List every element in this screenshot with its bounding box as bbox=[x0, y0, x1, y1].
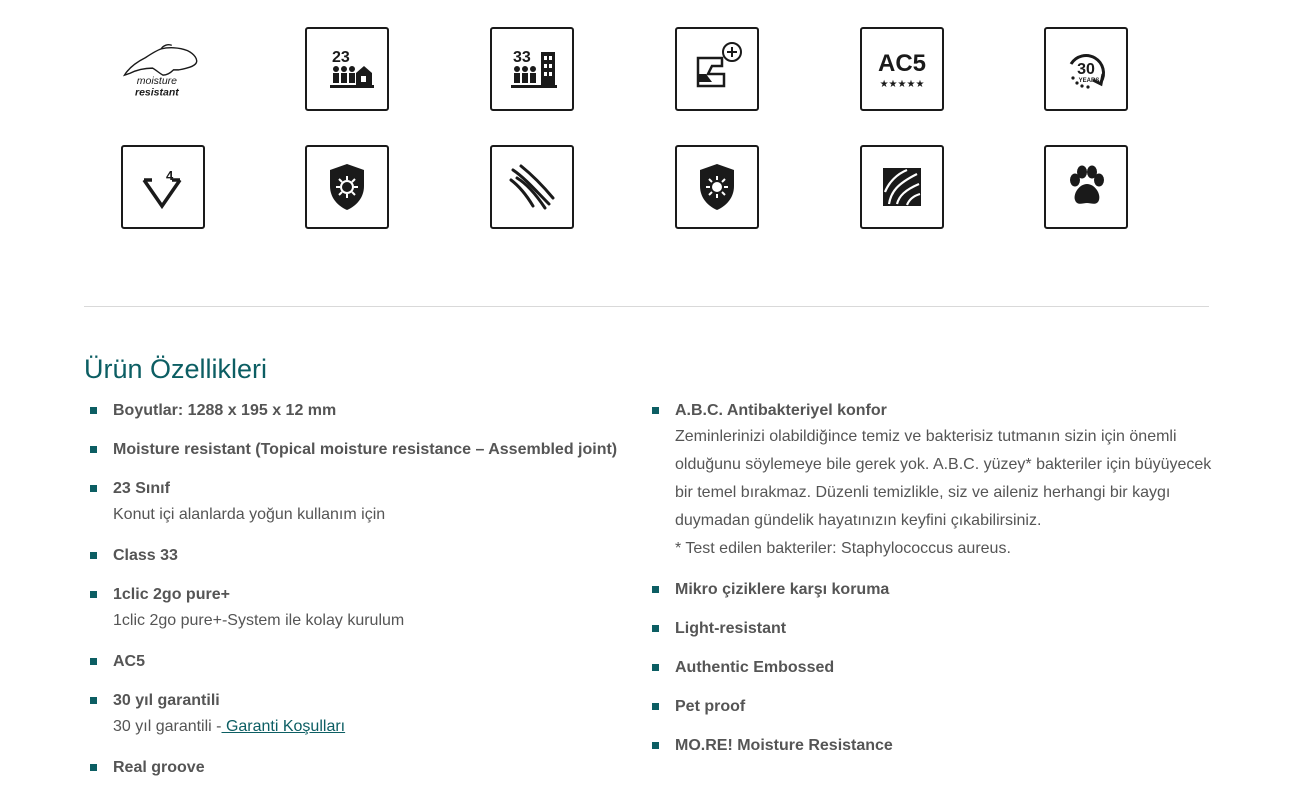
class-23-residential-icon bbox=[305, 27, 389, 111]
feature-description: 1clic 2go pure+-System ile kolay kurulum bbox=[113, 612, 405, 629]
feature-title: Mikro çiziklere karşı koruma bbox=[675, 581, 890, 598]
warranty-30-years-icon bbox=[1044, 27, 1128, 111]
ac5-label: AC5 bbox=[877, 50, 927, 77]
feature-title: 30 yıl garantili bbox=[113, 692, 220, 709]
section-divider bbox=[84, 306, 1209, 307]
feature-title: Moisture resistant (Topical moisture resistance – Assembled joint) bbox=[113, 441, 618, 458]
feature-item-class-23 bbox=[90, 476, 650, 529]
class-33-number: 33 bbox=[513, 49, 531, 66]
features-list-right bbox=[652, 398, 1212, 758]
feature-footnote: * Test edilen bakteriler: Staphylococcus aureus. bbox=[675, 540, 1011, 557]
feature-description: Konut içi alanlarda yoğun kullanım için bbox=[113, 506, 386, 523]
feature-item-moisture-resistant bbox=[90, 437, 650, 462]
warranty-number: 30 bbox=[1077, 61, 1095, 78]
feature-item-warranty bbox=[90, 688, 650, 741]
bullet-square bbox=[90, 446, 97, 453]
warranty-desc-text: 30 yıl garantili - bbox=[113, 718, 222, 735]
class-23-number: 23 bbox=[332, 49, 350, 66]
click-installation-icon bbox=[675, 27, 759, 111]
feature-item-light-resistant bbox=[652, 616, 1212, 641]
feature-description bbox=[113, 713, 650, 741]
feature-item-micro-scratch bbox=[652, 577, 1212, 602]
bullet-square bbox=[652, 407, 659, 414]
warranty-unit: YEARS bbox=[1078, 78, 1100, 84]
bullet-square bbox=[652, 664, 659, 671]
feature-item-click-system bbox=[90, 582, 650, 635]
moisture-resistant-badge-icon bbox=[121, 27, 205, 111]
pet-proof-paw-icon bbox=[1044, 145, 1128, 229]
feature-title: Class 33 bbox=[113, 547, 178, 564]
bullet-square bbox=[652, 625, 659, 632]
feature-title: 1clic 2go pure+ bbox=[113, 586, 230, 603]
feature-title: MO.RE! Moisture Resistance bbox=[675, 737, 893, 754]
bullet-square bbox=[652, 586, 659, 593]
feature-item-class-33 bbox=[90, 543, 650, 568]
bullet-square bbox=[90, 764, 97, 771]
authentic-embossed-icon bbox=[860, 145, 944, 229]
feature-title: A.B.C. Antibakteriyel konfor bbox=[675, 402, 887, 419]
bullet-square bbox=[652, 703, 659, 710]
feature-item-antibacterial bbox=[652, 398, 1212, 563]
feature-item-authentic-embossed bbox=[652, 655, 1212, 680]
feature-item-pet-proof bbox=[652, 694, 1212, 719]
ac5-stars: ★★★★★ bbox=[879, 79, 925, 90]
feature-title: AC5 bbox=[113, 653, 146, 670]
feature-title: Boyutlar: 1288 x 195 x 12 mm bbox=[113, 402, 337, 419]
antibacterial-shield-icon bbox=[305, 145, 389, 229]
warranty-terms-link[interactable]: Garanti Koşulları bbox=[221, 718, 346, 735]
bullet-square bbox=[90, 485, 97, 492]
feature-item-dimensions bbox=[90, 398, 650, 423]
v4-bevel-icon bbox=[121, 145, 205, 229]
feature-item-real-groove bbox=[90, 755, 650, 780]
section-title: Ürün Özellikleri bbox=[84, 354, 268, 384]
bullet-square bbox=[90, 591, 97, 598]
features-list-left bbox=[90, 398, 650, 780]
feature-item-more-moisture bbox=[652, 733, 1212, 758]
moisture-badge-line2: resistant bbox=[135, 86, 179, 99]
ac5-abrasion-icon bbox=[860, 27, 944, 111]
feature-icon-grid bbox=[0, 0, 1308, 240]
bullet-square bbox=[90, 407, 97, 414]
bullet-square bbox=[652, 742, 659, 749]
bullet-square bbox=[90, 697, 97, 704]
light-resistant-shield-icon bbox=[675, 145, 759, 229]
feature-title: 23 Sınıf bbox=[113, 480, 170, 497]
feature-title: Real groove bbox=[113, 759, 205, 776]
feature-item-ac5 bbox=[90, 649, 650, 674]
feature-title: Light-resistant bbox=[675, 620, 787, 637]
moisture-badge-line1: moisture bbox=[136, 74, 178, 87]
feature-description: Zeminlerinizi olabildiğince temiz ve bakterisiz tutmanın sizin için önemli olduğunu söylemeye bile gerek yok. A.B.C. yüzey* bakteriler için büyüyecek bir temel bırakmaz. Düzenli temizlikle, siz ve aileniz herhangi bir kaygı duymadan gündelik hayatınızın keyfini çıkabilirsiniz. bbox=[675, 428, 1212, 529]
scratch-resistant-icon bbox=[490, 145, 574, 229]
class-33-commercial-icon bbox=[490, 27, 574, 111]
feature-title: Pet proof bbox=[675, 698, 746, 715]
bevel-number: 4 bbox=[166, 168, 174, 183]
feature-title: Authentic Embossed bbox=[675, 659, 835, 676]
bullet-square bbox=[90, 552, 97, 559]
bullet-square bbox=[90, 658, 97, 665]
